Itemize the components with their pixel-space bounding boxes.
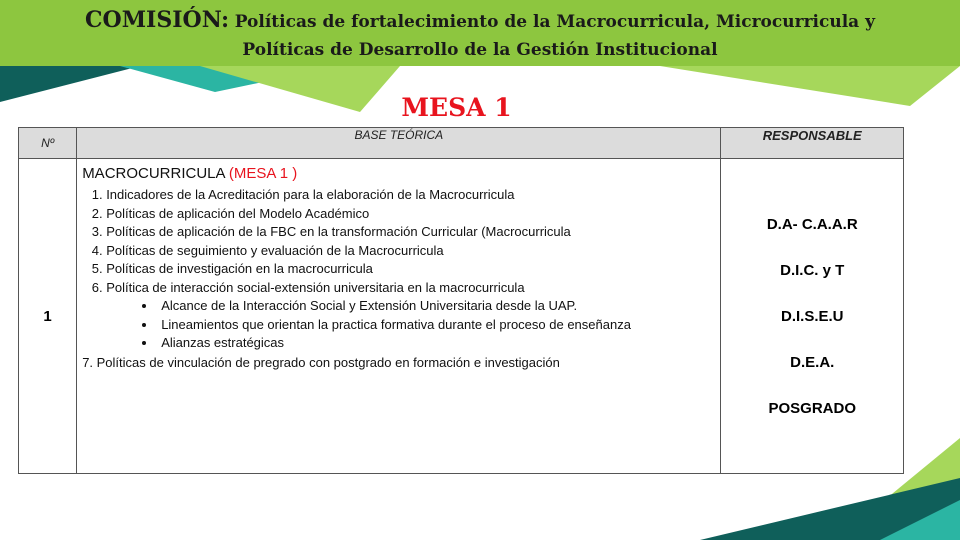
section-tag: (MESA 1 ): [228, 165, 298, 182]
base-teorica-cell: [77, 159, 721, 474]
bullet-item: • Alcance de la Interacción Social y Extensión Universitaria desde la UAP.: [157, 297, 716, 316]
page-title: [0, 6, 960, 64]
bullet-list: [82, 297, 716, 353]
content-table: [18, 127, 904, 474]
responsable-item: POSGRADO: [768, 399, 856, 417]
item-7: 7. Políticas de vinculación de pregrado con postgrado en formación e investigación: [82, 354, 560, 370]
mesa-title: MESA 1: [401, 93, 512, 122]
list-item: 2. Políticas de aplicación del Modelo Académico: [106, 205, 716, 224]
header-base: BASE TEÓRICA: [77, 128, 721, 159]
list-item: 5. Políticas de investigación en la macrocurricula: [106, 260, 716, 279]
list-item: 4. Políticas de seguimiento y evaluación de la Macrocurricula: [106, 242, 716, 261]
deco-teal-bottom: [880, 500, 960, 540]
header-no: Nº: [19, 128, 77, 159]
list-item: 3. Políticas de aplicación de la FBC en la transformación Curricular (Macrocurricula: [106, 223, 716, 242]
title-line2: Políticas de Desarrollo de la Gestión Institucional: [242, 40, 718, 60]
responsable-item: D.E.A.: [790, 353, 835, 371]
bullet-item: • Alianzas estratégicas: [157, 334, 716, 353]
items-list: [82, 186, 716, 297]
header-responsable: RESPONSABLE: [721, 128, 904, 159]
deco-teal-left: [120, 66, 340, 92]
row-number: 1: [19, 159, 77, 474]
title-line1: Políticas de fortalecimiento de la Macrocurricula, Microcurricula y: [234, 12, 875, 32]
responsable-cell: [721, 159, 904, 474]
bullet-item: • Lineamientos que orientan la practica formativa durante el proceso de enseñanza: [157, 316, 716, 335]
section-title-text: MACROCURRICULA: [82, 165, 225, 182]
responsable-item: D.I.S.E.U: [780, 307, 844, 325]
table-header-row: [19, 128, 904, 159]
responsable-item: D.I.C. y T: [780, 261, 845, 279]
table-row: [19, 159, 904, 474]
deco-dark-teal-bottom: [700, 478, 960, 540]
responsable-item: D.A- C.A.A.R: [766, 215, 858, 233]
section-title: [82, 165, 716, 182]
list-item: 1. Indicadores de la Acreditación para la elaboración de la Macrocurricula: [106, 186, 716, 205]
title-label: COMISIÓN:: [85, 7, 230, 33]
list-item: 6. Política de interacción social-extensión universitaria en la macrocurricula: [106, 279, 716, 298]
